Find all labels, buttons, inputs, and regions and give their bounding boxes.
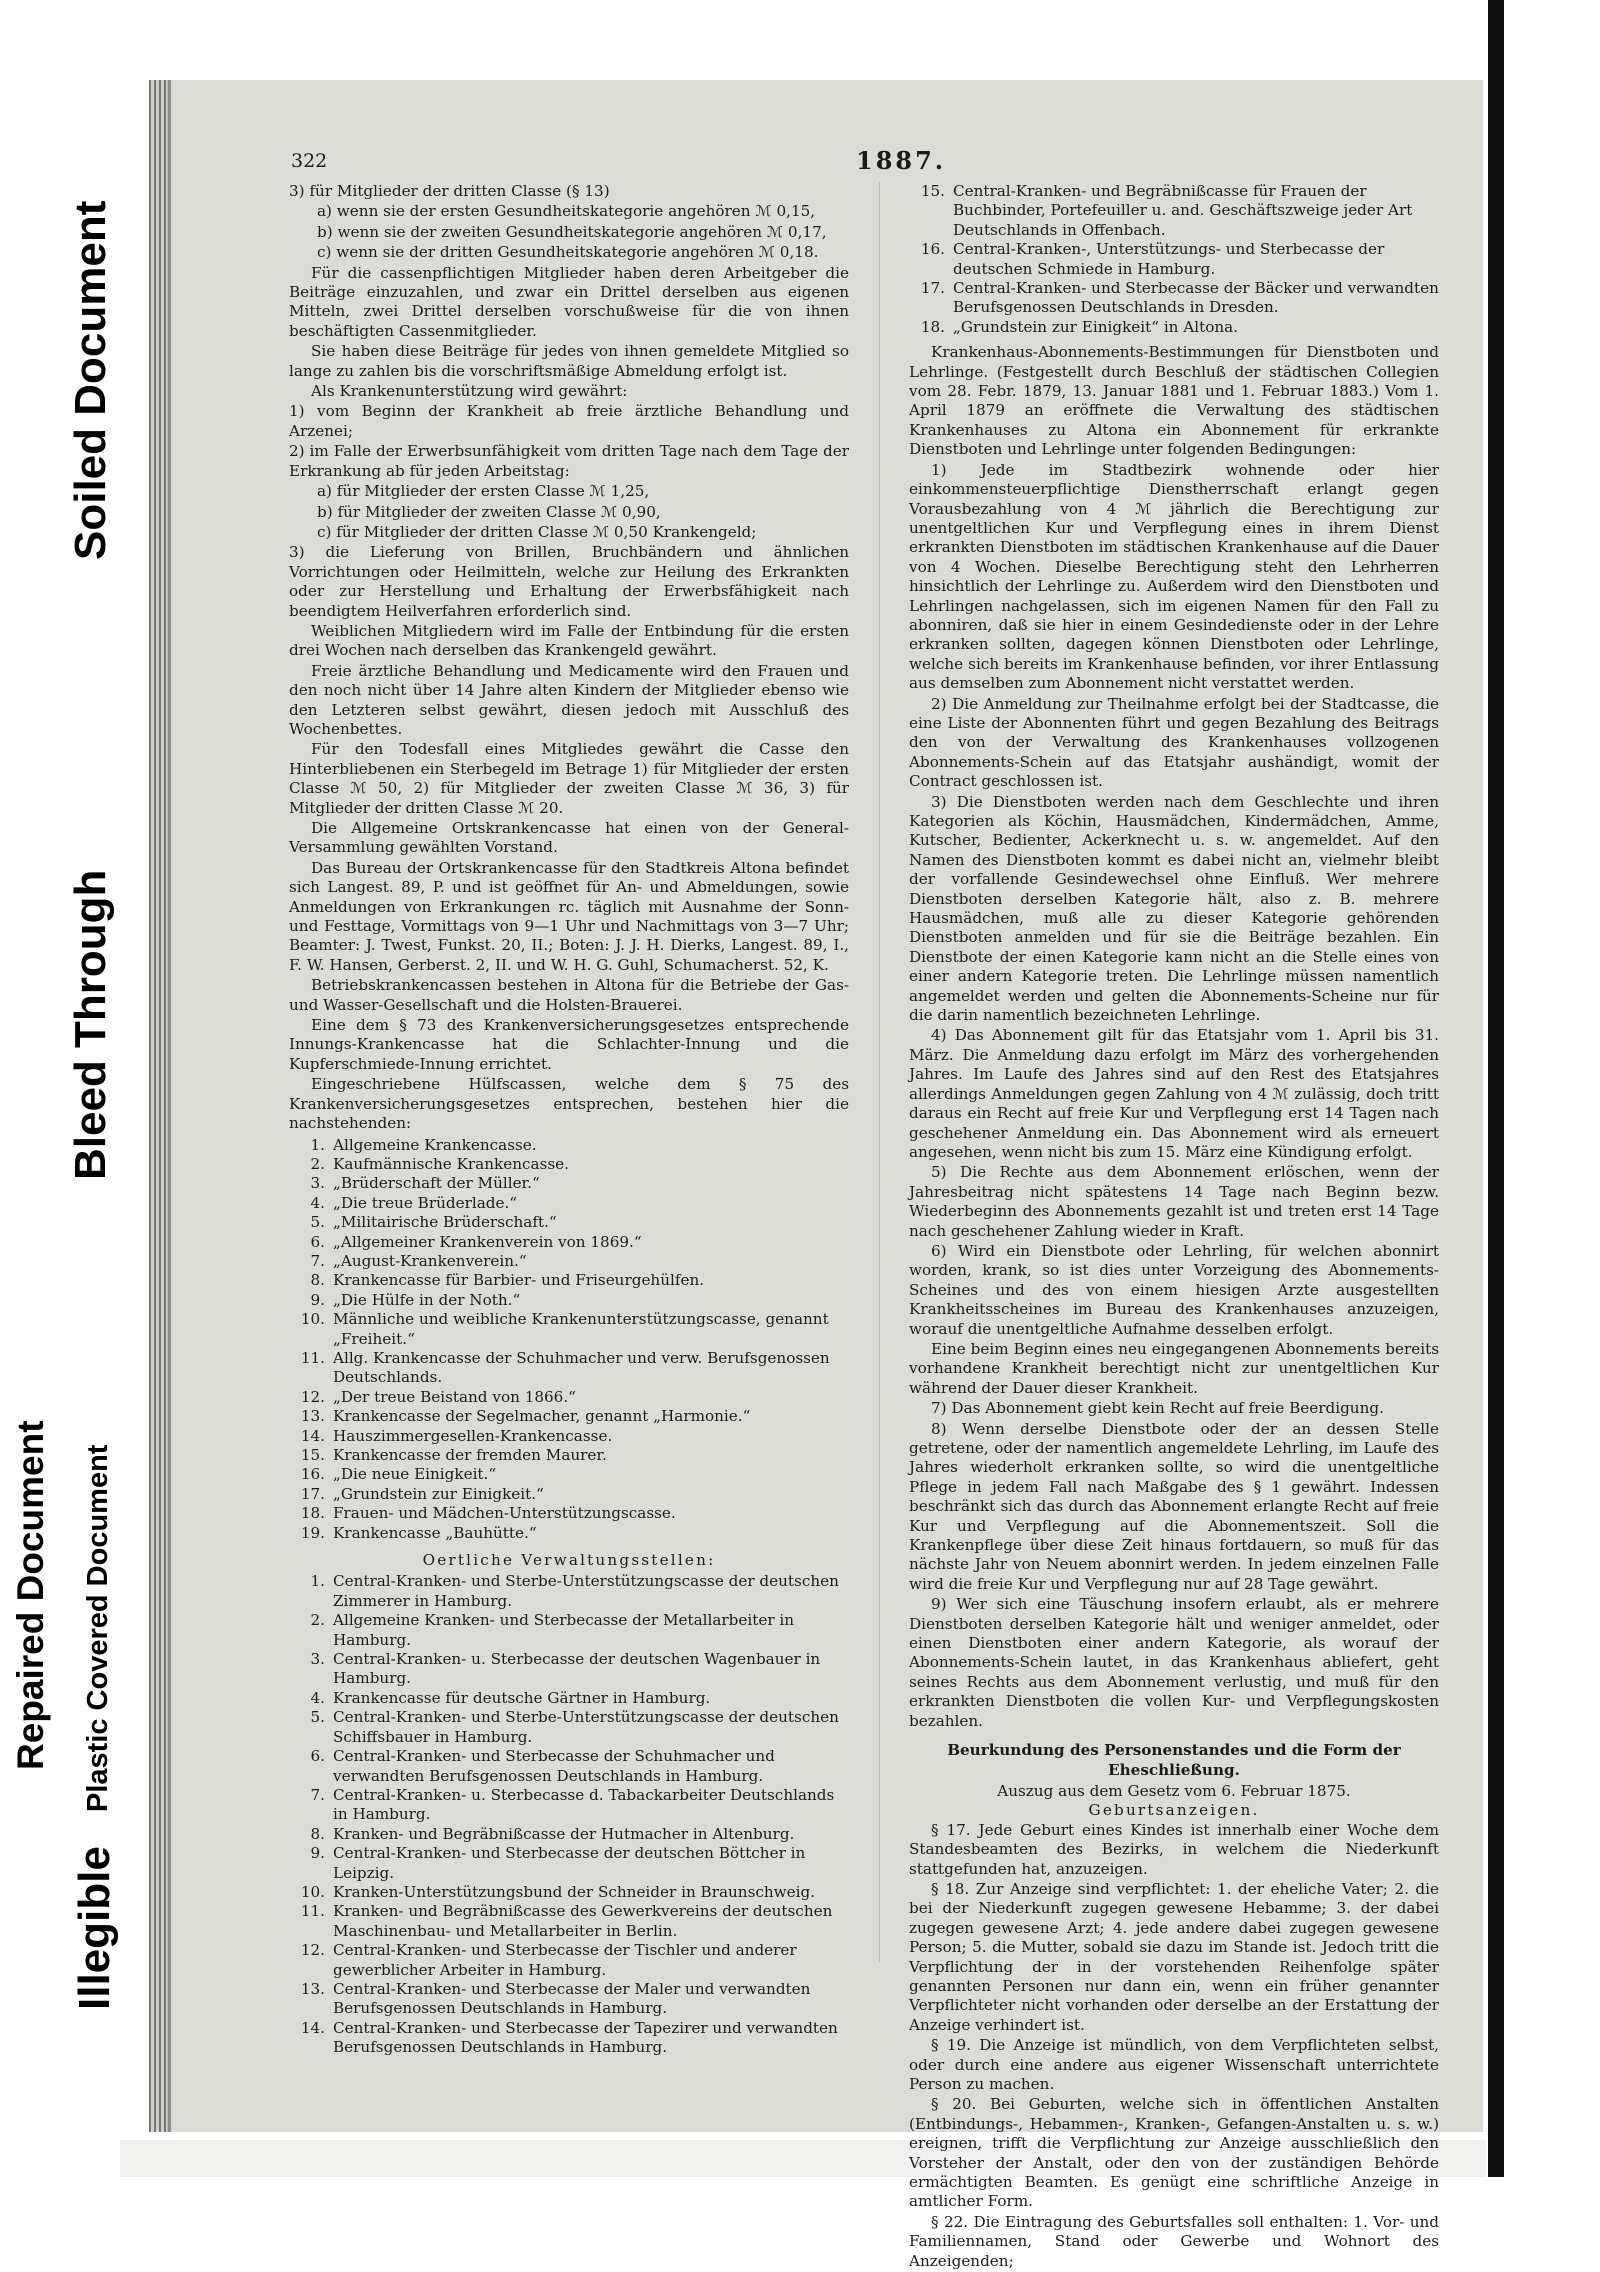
illegible-label: Illegible — [70, 1846, 119, 2010]
paragraph: Die Allgemeine Ortskrankencasse hat einen von der General-Versammlung gewählten Vorstand. — [289, 819, 849, 857]
list-item-text: Kranken- und Begräbnißcasse des Gewerkvereins der deutschen Maschinenbau- und Metallarbeiter in Berlin. — [333, 1902, 833, 1940]
beurkundung-title: Beurkundung des Personenstandes und die Form der Eheschließung. — [947, 1741, 1401, 1779]
page-edge — [149, 80, 167, 2132]
list-item — [289, 1155, 849, 1174]
list-item-number: 13. — [300, 1979, 325, 1998]
list-item — [289, 1485, 849, 1504]
list-item-text: Allgemeine Kranken- und Sterbecasse der Metallarbeiter in Hamburg. — [333, 1611, 795, 1649]
list-item — [289, 1650, 849, 1689]
list-item-text: „Die Hülfe in der Noth.“ — [333, 1290, 521, 1309]
list-item-text: Kranken-Unterstützungsbund der Schneider in Braunschweig. — [333, 1882, 816, 1901]
list-item — [289, 1689, 849, 1708]
page-header — [171, 146, 1483, 180]
paragraph: § 17. Jede Geburt eines Kindes ist innerhalb einer Woche dem Standesbeamten des Bezirks, in welchem die Niederkunft stattgefunden hat, anzuzeigen. — [909, 1820, 1439, 1878]
list-item — [289, 1747, 849, 1786]
list-item-text: Central-Kranken- u. Sterbecasse der deutschen Wagenbauer in Hamburg. — [333, 1650, 821, 1688]
list-item — [289, 1572, 849, 1611]
list-item — [909, 182, 1439, 240]
list-item-text: Krankencasse „Bauhütte.“ — [333, 1523, 537, 1542]
beurkundung-subtitle: Auszug aus dem Gesetz vom 6. Februar 1875. — [997, 1781, 1351, 1800]
paragraph: Freie ärztliche Behandlung und Medicamente wird den Frauen und den noch nicht über 14 Jahre alten Kindern der Mitglieder ebenso wie den Letzteren selbst gewährt, diesen jedoch mit Ausschluß des Wochenbettes. — [289, 661, 849, 738]
list-item-text: Hauszimmergesellen-Krankencasse. — [333, 1426, 613, 1445]
paragraph: Krankenhaus-Abonnements-Bestimmungen für Dienstboten und Lehrlinge. (Festgestellt durch Beschluß der städtischen Collegien vom 28. Febr. 1879, 13. Januar 1881 und 1. Februar 1883.) Vom 1. April 1879 an eröffnete die Verwaltung des städtischen Krankenhauses zu Altona ein Abonnement für erkrankte Dienstboten und Lehrlinge unter folgenden Bedingungen: — [909, 343, 1439, 459]
list-item — [289, 1524, 849, 1543]
list-item-text: „Allgemeiner Krankenverein von 1869.“ — [333, 1232, 642, 1251]
list-item-number: 11. — [300, 1902, 325, 1921]
list-item — [289, 1271, 849, 1290]
paragraph: 3) für Mitglieder der dritten Classe (§ 13) — [289, 182, 610, 200]
paragraph: b) für Mitglieder der zweiten Classe ℳ 0,90, — [317, 502, 661, 521]
list-item-number: 6. — [310, 1747, 325, 1766]
left-paragraphs — [289, 182, 849, 1134]
list-item — [289, 1174, 849, 1193]
list-item-number: 17. — [920, 279, 945, 298]
list-item — [289, 1786, 849, 1825]
plastic-covered-label: Plastic Covered Document — [82, 1444, 114, 1812]
list-item-text: Central-Kranken-, Unterstützungs- und Sterbecasse der deutschen Schmiede in Hamburg. — [953, 240, 1385, 278]
list-item-text: Central-Kranken- und Sterbecasse der Tischler und anderer gewerblicher Arbeiter in Hamburg. — [333, 1941, 797, 1979]
list-item-text: Central-Kranken- und Sterbe-Unterstützungscasse der deutschen Zimmerer in Hamburg. — [333, 1572, 839, 1610]
list-item-number: 14. — [300, 1426, 325, 1445]
list-item-text: Krankencasse der Segelmacher, genannt „Harmonie.“ — [333, 1407, 751, 1426]
list-item-number: 14. — [300, 2018, 325, 2037]
list-item-text: Central-Kranken- und Sterbecasse der Schuhmacher und verwandten Berufsgenossen Deutschlands in Hamburg. — [333, 1747, 775, 1785]
list-item-number: 2. — [310, 1611, 325, 1630]
list-item — [289, 1233, 849, 1252]
beurkundung-paragraphs — [909, 1821, 1439, 2271]
paragraph: Eine dem § 73 des Krankenversicherungsgesetzes entsprechende Innungs-Krankencasse hat die Schlachter-Innung und die Kupferschmiede-Innung errichtet. — [289, 1016, 849, 1073]
list-item-text: „Die treue Brüderlade.“ — [333, 1193, 518, 1212]
list-item-number: 4. — [310, 1193, 325, 1212]
list-item-text: „Grundstein zur Einigkeit.“ — [333, 1484, 544, 1503]
right-column — [909, 182, 1439, 2272]
paragraph: c) wenn sie der dritten Gesundheitskategorie angehören ℳ 0,18. — [317, 243, 819, 262]
list-item-text: „Grundstein zur Einigkeit“ in Altona. — [953, 317, 1239, 336]
list-item — [289, 1825, 849, 1844]
paragraph: 9) Wer sich eine Täuschung insofern erlaubt, als er mehrere Dienstboten derselben Kategorie hält und weniger anmeldet, oder einen Dienstboten einer andern Kategorie, als worauf der Abonnements-Schein lautet, in das Krankenhaus abliefert, geht seines Rechts aus dem Abonnement verlustig, und muß für den erkrankten Dienstboten die vollen Kur- und Verpflegungskosten bezahlen. — [909, 1595, 1439, 1730]
paragraph: 2) Die Anmeldung zur Theilnahme erfolgt bei der Stadtcasse, die eine Liste der Abonnenten führt und gegen Bezahlung des Beitrags den von der Verwaltung des Krankenhauses vollzogenen Abonnements-Schein auf das Etatsjahr aushändigt, womit der Contract geschlossen ist. — [909, 694, 1439, 791]
oertliche-heading: Oertliche Verwaltungsstellen: — [422, 1551, 716, 1570]
list-item-number: 8. — [310, 1271, 325, 1290]
list-item-number: 1. — [310, 1135, 325, 1154]
list-item-number: 4. — [310, 1688, 325, 1707]
list-item-number: 13. — [300, 1407, 325, 1426]
list-item-number: 3. — [310, 1174, 325, 1193]
paragraph: 3) Die Dienstboten werden nach dem Geschlechte und ihren Kategorien als Köchin, Hausmädchen, Kindermädchen, Amme, Kutscher, Bedienter, Ackerknecht u. s. w. angemeldet. Auf den Namen des Dienstboten kommt es dabei nicht an, vielmehr bleibt der vorfallende Gesindewechsel ohne Einfluß. Wer mehrere Dienstboten derselben Kategorie hält, also z. B. mehrere Hausmädchen, muß alle zu dieser Kategorie gehörenden Dienstboten anmelden und für sie die Beiträge bezahlen. Ein Dienstbote der einen Kategorie kann nicht an die Stelle eines von einer andern Kategorie treten. Die Lehrlinge müssen namentlich angemeldet werden und gelten die Abonnements-Scheine nur für die darin namentlich bezeichneten Lehrlinge. — [909, 792, 1439, 1025]
list-item-text: Central-Kranken- und Sterbecasse der Bäcker und verwandten Berufsgenossen Deutschlands in Dresden. — [953, 279, 1439, 317]
list-item-text: Central-Kranken- u. Sterbecasse d. Tabackarbeiter Deutschlands in Hamburg. — [333, 1785, 835, 1824]
list-item — [289, 1611, 849, 1650]
paragraph: Das Bureau der Ortskrankencasse für den Stadtkreis Altona befindet sich Langest. 89, P. und ist geöffnet für An- und Abmeldungen, sowie Anmeldungen von Erkrankungen rc. täglich mit Ausnahme der Sonn- und Festtage, Vormittags von 9—1 Uhr und Nachmittags von 3—7 Uhr; Beamter: J. Twest, Funkst. 20, II.; Boten: J. J. H. Dierks, Langest. 89, I., F. W. Hansen, Gerberst. 2, II. und W. H. G. Guhl, Schumacherst. 52, K. — [289, 858, 849, 974]
paragraph: a) wenn sie der ersten Gesundheitskategorie angehören ℳ 0,15, — [317, 202, 816, 221]
list-item-number: 16. — [920, 240, 945, 259]
list-item-number: 18. — [920, 317, 945, 336]
list-item — [289, 1194, 849, 1213]
list-item-number: 10. — [300, 1310, 325, 1329]
paragraph: Betriebskrankencassen bestehen in Altona für die Betriebe der Gas- und Wasser-Gesellschaft und die Holsten-Brauerei. — [289, 976, 849, 1014]
paragraph: 5) Die Rechte aus dem Abonnement erlöschen, wenn der Jahresbeitrag nicht spätestens 14 Tage nach Beginn bezw. Wiederbeginn des Abonnements gezahlt ist und treten erst 14 Tage nach geschehener Zahlung wieder in Kraft. — [909, 1163, 1439, 1240]
list-item-number: 7. — [310, 1251, 325, 1270]
list-item-text: „Brüderschaft der Müller.“ — [333, 1174, 540, 1193]
list-item — [289, 1252, 849, 1271]
list-item-text: Frauen- und Mädchen-Unterstützungscasse. — [333, 1504, 676, 1523]
list-item-text: „Die neue Einigkeit.“ — [333, 1465, 497, 1484]
paragraph: Für die cassenpflichtigen Mitglieder haben deren Arbeitgeber die Beiträge einzuzahlen, und zwar ein Drittel derselben aus eigenen Mitteln, zwei Drittel derselben vorschußweise für die von ihnen beschäftigten Cassenmitglieder. — [289, 263, 849, 340]
list-item-number: 15. — [300, 1446, 325, 1464]
list-item-number: 1. — [310, 1572, 325, 1591]
geburtsanzeigen-heading: Geburtsanzeigen. — [1088, 1801, 1260, 1820]
list-item — [289, 1213, 849, 1232]
list-item — [289, 1980, 849, 2019]
paragraph: 8) Wenn derselbe Dienstbote oder der an dessen Stelle getretene, oder der namentlich angemeldete Lehrling, im Laufe des Jahres wiederholt erkranken sollte, so wird die unentgeltliche Pflege in jedem Fall nach Maßgabe des § 1 gewährt. Indessen beschränkt sich das durch das Abonnement erlangte Recht auf freie Kur und Verpflegung auf die Abonnementszeit. Soll die Krankenpflege über diese Zeit hinaus fortdauern, so muß für das nächste Jahr von Neuem abonnirt werden. In jedem einzelnen Falle wird die freie Kur und Verpflegung nur auf 28 Tage gewährt. — [909, 1419, 1439, 1593]
list-item — [909, 279, 1439, 318]
list-item-text: „August-Krankenverein.“ — [333, 1251, 527, 1270]
list-item — [289, 1136, 849, 1155]
paragraph: § 20. Bei Geburten, welche sich in öffentlichen Anstalten (Entbindungs-, Hebammen-, Kranken-, Gefangen-Anstalten u. s. w.) ereignen, trifft die Verpflichtung zur Anzeige ausschließlich den Vorsteher der Anstalt, oder den von der zuständigen Behörde ermächtigten Beamten. Es genügt eine schriftliche Anzeige in amtlicher Form. — [909, 2095, 1439, 2211]
list-item-number: 19. — [300, 1523, 325, 1542]
paragraph: c) für Mitglieder der dritten Classe ℳ 0,50 Krankengeld; — [317, 522, 757, 541]
paragraph: 3) die Lieferung von Brillen, Bruchbändern und ähnlichen Vorrichtungen oder Heilmitteln, welche zur Heilung des Erkrankten oder zur Herstellung und Erhaltung der Erwerbsfähigkeit nach beendigtem Heilverfahren erforderlich sind. — [289, 543, 849, 620]
list-item-text: Central-Kranken- und Sterbecasse der Tapezirer und verwandten Berufsgenossen Deutschlands in Hamburg. — [333, 2018, 838, 2057]
paragraph: Für den Todesfall eines Mitgliedes gewährt die Casse den Hinterbliebenen ein Sterbegeld im Betrage 1) für Mitglieder der ersten Classe ℳ 50, 2) für Mitglieder der zweiten Classe ℳ 36, 3) für Mitglieder der dritten Classe ℳ 20. — [289, 740, 849, 817]
list-item-text: Männliche und weibliche Krankenunterstützungscasse, genannt „Freiheit.“ — [333, 1310, 829, 1348]
right-list — [909, 182, 1439, 337]
list-item-text: Kaufmännische Krankencasse. — [333, 1154, 569, 1173]
document-page — [168, 80, 1483, 2270]
list-item — [289, 1310, 849, 1349]
paragraph: Weiblichen Mitgliedern wird im Falle der Entbindung für die ersten drei Wochen nach derselben das Krankengeld gewährt. — [289, 621, 849, 660]
paragraph: Eingeschriebene Hülfscassen, welche dem § 75 des Krankenversicherungsgesetzes entsprechen, bestehen hier die nachstehenden: — [289, 1075, 849, 1133]
list-item — [289, 1446, 849, 1465]
list-item — [289, 1407, 849, 1426]
list-item-text: Kranken- und Begräbnißcasse der Hutmacher in Altenburg. — [333, 1824, 795, 1843]
list-item — [909, 240, 1439, 279]
list-item — [289, 2019, 849, 2058]
list-item-text: Central-Kranken- und Begräbnißcasse für Frauen der Buchbinder, Portefeuiller u. and. Geschäftszweige jeder Art Deutschlands in Offenbach. — [953, 182, 1413, 239]
paragraph: b) wenn sie der zweiten Gesundheitskategorie angehören ℳ 0,17, — [317, 222, 827, 241]
list-item-number: 17. — [300, 1484, 325, 1503]
list-item — [289, 1427, 849, 1446]
list-item-text: Central-Kranken- und Sterbe-Unterstützungscasse der deutschen Schiffsbauer in Hamburg. — [333, 1708, 839, 1746]
paragraph: 1) Jede im Stadtbezirk wohnende oder hier einkommensteuerpflichtige Dienstherrschaft erlangt gegen Vorausbezahlung von 4 ℳ jährlich die Berechtigung zur unentgeltlichen Kur und Verpflegung eines in ihrem Dienst erkrankten Dienstboten im städtischen Krankenhause auf die Dauer von 4 Wochen. Dieselbe Berechtigung steht den Lehrherren hinsichtlich der Lehrlinge zu. Außerdem wird den Dienstboten und Lehrlingen nachgelassen, sich im eigenen Namen für den Fall zu abonniren, daß sie hier in einem Gesindedienste oder in der Lehre erkranken sollten, dagegen können Dienstboten oder Lehrlinge, welche sich bereits im Krankenhause befinden, vor ihrer Entlassung aus demselben zum Abonnement nicht verstattet werden. — [909, 460, 1439, 693]
list-item-number: 10. — [300, 1882, 325, 1901]
list-item — [289, 1388, 849, 1407]
paragraph: a) für Mitglieder der ersten Classe ℳ 1,25, — [317, 482, 650, 501]
list-item-number: 5. — [310, 1213, 325, 1232]
list-item-number: 8. — [310, 1824, 325, 1843]
list-item-number: 12. — [300, 1941, 325, 1960]
scan-edge-strip — [1488, 0, 1504, 2177]
list-item — [289, 1902, 849, 1941]
repaired-document-label: Repaired Document — [10, 1420, 51, 1770]
paragraph: § 19. Die Anzeige ist mündlich, von dem Verpflichteten selbst, oder durch eine andere aus eigener Wissenschaft unterrichtete Person zu machen. — [909, 2036, 1439, 2093]
list-item — [289, 1941, 849, 1980]
list-item — [289, 1465, 849, 1484]
list-item — [289, 1504, 849, 1523]
paragraph: Als Krankenunterstützung wird gewährt: — [311, 382, 628, 401]
right-paragraphs — [909, 343, 1439, 1731]
list-item — [289, 1708, 849, 1747]
list-item-text: Central-Kranken- und Sterbecasse der deutschen Böttcher in Leipzig. — [333, 1844, 806, 1882]
oertliche-list — [289, 1572, 849, 2057]
paragraph: § 18. Zur Anzeige sind verpflichtet: 1. der eheliche Vater; 2. die bei der Niederkunft zugegen gewesene Hebamme; 3. der dabei zugegen gewesene Arzt; 4. jede andere dabei zugegen gewesene Person; 5. die Mutter, sobald sie dazu im Stande ist. Jedoch tritt die Verpflichtung der in der vorstehenden Reihenfolge später genannten Personen nur dann ein, wenn ein früher genannter Verpflichteter nicht vorhanden oder derselbe an der Erstattung der Anzeige verhindert ist. — [909, 1879, 1439, 2034]
paragraph: 1) vom Beginn der Krankheit ab freie ärztliche Behandlung und Arzenei; — [289, 402, 849, 440]
list-item-text: Central-Kranken- und Sterbecasse der Maler und verwandten Berufsgenossen Deutschlands in Hamburg. — [333, 1979, 811, 2018]
column-divider — [879, 182, 880, 1962]
list-item-number: 6. — [310, 1232, 325, 1251]
list-item-number: 12. — [300, 1387, 325, 1406]
page-number: 322 — [291, 150, 328, 172]
list-item-number: 15. — [920, 182, 945, 200]
bleed-through-label: Bleed Through — [66, 869, 115, 1180]
list-item-text: „Militairische Brüderschaft.“ — [333, 1213, 557, 1232]
list-item-text: Krankencasse der fremden Maurer. — [333, 1446, 607, 1464]
soiled-document-label: Soiled Document — [66, 200, 115, 560]
left-column — [289, 182, 849, 2058]
list-item-text: Krankencasse für Barbier- und Friseurgehülfen. — [333, 1271, 705, 1290]
paragraph: Eine beim Beginn eines neu eingegangenen Abonnements bereits vorhandene Krankheit berechtigt nicht zur unentgeltlichen Kur während der Dauer dieser Krankheit. — [909, 1339, 1439, 1397]
list-item — [289, 1291, 849, 1310]
list-item-number: 9. — [310, 1844, 325, 1863]
list-item-number: 11. — [300, 1348, 325, 1367]
page-year: 1887. — [856, 146, 947, 175]
list-item-text: Krankencasse für deutsche Gärtner in Hamburg. — [333, 1688, 711, 1707]
paragraph: § 22. Die Eintragung des Geburtsfalles soll enthalten: 1. Vor- und Familiennamen, Stand oder Gewerbe und Wohnort des Anzeigenden; — [909, 2212, 1439, 2270]
list-item-number: 9. — [310, 1290, 325, 1309]
list-item-text: Allgemeine Krankencasse. — [333, 1135, 537, 1154]
paragraph: Sie haben diese Beiträge für jedes von ihnen gemeldete Mitglied so lange zu zahlen bis die vorschriftsmäßige Abmeldung erfolgt ist. — [289, 342, 849, 380]
list-item-number: 16. — [300, 1465, 325, 1484]
list-item-number: 18. — [300, 1504, 325, 1523]
list-item — [909, 318, 1439, 337]
hilfscassen-list — [289, 1136, 849, 1544]
list-item-number: 5. — [310, 1708, 325, 1727]
list-item-number: 3. — [310, 1650, 325, 1669]
list-item-text: „Der treue Beistand von 1866.“ — [333, 1387, 576, 1406]
list-item — [289, 1844, 849, 1883]
list-item-text: Allg. Krankencasse der Schuhmacher und verw. Berufsgenossen Deutschlands. — [333, 1348, 830, 1387]
paragraph: 2) im Falle der Erwerbsunfähigkeit vom dritten Tage nach dem Tage der Erkrankung ab für jeden Arbeitstag: — [289, 442, 849, 480]
paragraph: 4) Das Abonnement gilt für das Etatsjahr vom 1. April bis 31. März. Die Anmeldung dazu erfolgt im März des vorhergehenden Jahres. Im Laufe des Jahres sind auf den Rest des Etatsjahres allerdings Anmeldungen gegen Zahlung von 4 ℳ zulässig, doch tritt daraus ein Recht auf freie Kur und Verpflegung erst 14 Tagen nach geschehener Anmeldung ein. Das Abonnement wird als erneuert angesehen, wenn nicht bis zum 15. März eine Kündigung erfolgt. — [909, 1026, 1439, 1161]
paragraph: 6) Wird ein Dienstbote oder Lehrling, für welchen abonnirt worden, krank, so ist dies unter Vorzeigung des Abonnements-Scheines und des von einem hiesigen Arzte ausgestellten Krankheitsscheines im Bureau des Krankenhauses anzuzeigen, worauf die unentgeltliche Aufnahme desselben erfolgt. — [909, 1241, 1439, 1338]
list-item-number: 7. — [310, 1785, 325, 1804]
list-item — [289, 1349, 849, 1388]
list-item — [289, 1883, 849, 1902]
list-item-number: 2. — [310, 1154, 325, 1173]
paragraph: 7) Das Abonnement giebt kein Recht auf freie Beerdigung. — [931, 1399, 1384, 1418]
